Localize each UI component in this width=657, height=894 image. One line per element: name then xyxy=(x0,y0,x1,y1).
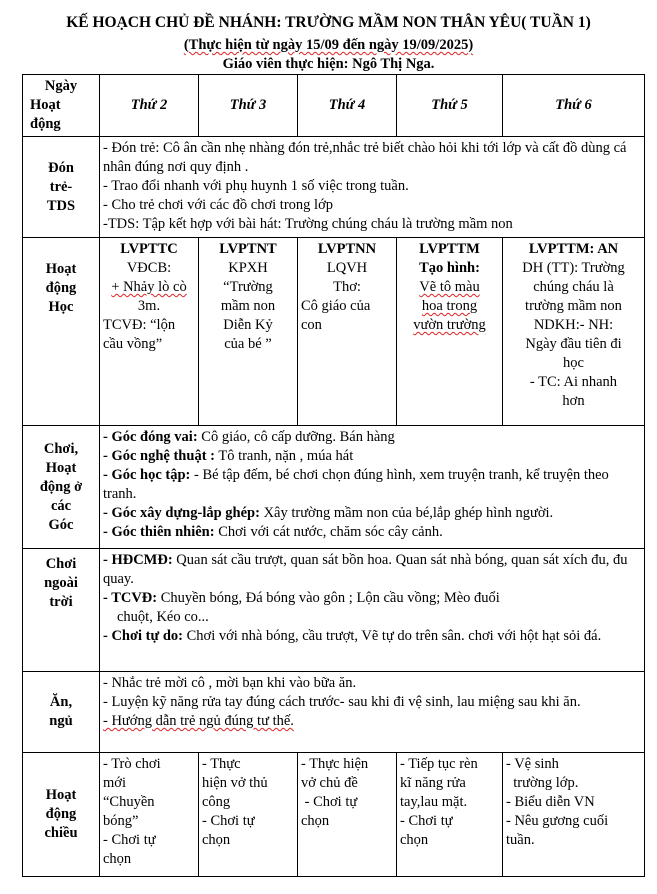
an-ngu-line-text: - Hướng dẫn trẻ ngủ đúng tư thế. xyxy=(103,713,294,729)
don-tre-line: - Đón trẻ: Cô ân cần nhẹ nhàng đón trẻ,nhắc trẻ biết chào hỏi khi tới lớp và cất đồ dùng cá nhân đúng nơi quy định . xyxy=(103,140,627,175)
ngoai-troi-item-text: Quan sát cầu trượt, quan sát bồn hoa. Quan sát nhà bóng, quan sát xích đu, đu quay. xyxy=(103,552,628,587)
subject-line: học xyxy=(563,355,584,371)
row-choi-ngoai-troi xyxy=(23,549,645,672)
goc-item-text: Chơi với cát nước, chăm sóc cây cảnh. xyxy=(214,524,443,540)
row-hoat-dong-hoc xyxy=(23,238,645,426)
hoc-fri xyxy=(503,238,645,426)
chieu-fri xyxy=(503,753,645,877)
plan-teacher: Giáo viên thực hiện: Ngô Thị Nga. xyxy=(222,56,435,72)
row-label-don-tre xyxy=(23,137,100,238)
chieu-line: “Chuyền xyxy=(103,794,155,810)
chieu-line: mới xyxy=(103,775,126,791)
subject-line-text: hoa trong xyxy=(421,298,478,314)
row-label-hoat-dong-chieu xyxy=(23,753,100,877)
subject-line: Thơ: xyxy=(333,279,361,295)
day-header-fri: Thứ 6 xyxy=(503,75,645,137)
day-header-mon: Thứ 2 xyxy=(100,75,199,137)
subject-line: Ngày đầu tiên đi xyxy=(525,336,622,352)
an-ngu-line: - Nhắc trẻ mời cô , mời bạn khi vào bữa ăn. xyxy=(103,675,357,691)
ngoai-troi-item-text: Chuyền bóng, Đá bóng vào gôn ; Lộn cầu vồng; Mèo đuổi xyxy=(157,590,500,606)
subject-line: chúng cháu là xyxy=(533,279,614,295)
chieu-line: trường lớp. xyxy=(506,775,579,791)
subject-line: Cô giáo của xyxy=(301,298,371,314)
day-header-wed: Thứ 4 xyxy=(298,75,397,137)
subject-line xyxy=(400,316,499,335)
chieu-thu xyxy=(397,753,503,877)
label-line: Đón xyxy=(48,159,74,176)
chieu-tue xyxy=(199,753,298,877)
subject-title: LVPTNT xyxy=(219,241,277,257)
goc-item-title: - Góc học tập: xyxy=(103,467,191,483)
chieu-mon xyxy=(100,753,199,877)
subject-line: mầm non xyxy=(220,298,276,314)
chieu-line: công xyxy=(202,794,231,810)
subject-line xyxy=(400,278,499,297)
row-don-tre xyxy=(23,137,645,238)
don-tre-content xyxy=(100,137,645,238)
subject-line xyxy=(400,297,499,316)
goc-item xyxy=(103,466,641,504)
row-an-ngu xyxy=(23,672,645,753)
chieu-line: - Tiếp tục rèn xyxy=(400,756,478,772)
chieu-line: - Thực xyxy=(202,756,241,772)
goc-item xyxy=(103,523,641,542)
subject-line: của bé ” xyxy=(224,336,272,352)
chieu-line: chọn xyxy=(202,832,231,848)
goc-item-title: - Góc nghệ thuật : xyxy=(103,448,215,464)
an-ngu-content xyxy=(100,672,645,753)
chieu-line: chọn xyxy=(301,813,330,829)
chieu-line: chọn xyxy=(103,851,132,867)
chieu-line: - Chơi tự xyxy=(202,813,255,829)
day-header-thu: Thứ 5 xyxy=(397,75,503,137)
goc-item xyxy=(103,504,641,523)
goc-item xyxy=(103,447,641,466)
label-line: Hoạt xyxy=(45,787,77,803)
hoc-thu xyxy=(397,238,503,426)
day-header-tue: Thứ 3 xyxy=(199,75,298,137)
subject-line: DH (TT): Trường xyxy=(522,260,625,276)
plan-title: KẾ HOẠCH CHỦ ĐỀ NHÁNH: TRƯỜNG MẦM NON THÂN YÊU( TUẦN 1) xyxy=(66,14,591,31)
label-line: động ở xyxy=(39,478,83,495)
plan-period xyxy=(0,36,657,54)
goc-item-title: - Góc đóng vai: xyxy=(103,429,198,445)
ngoai-troi-item xyxy=(103,608,641,627)
an-ngu-line xyxy=(103,712,641,731)
subject-title: LVPTTM: AN xyxy=(528,241,619,257)
plan-period-text: (Thực hiện từ ngày 15/09 đến ngày 19/09/2025) xyxy=(183,37,474,53)
subject-line: LQVH xyxy=(326,260,368,276)
table-header-row xyxy=(23,75,645,137)
subject-title: LVPTNN xyxy=(317,241,377,257)
chieu-line: - Thực hiện xyxy=(301,756,369,772)
goc-item-title: - Góc xây dựng-lắp ghép: xyxy=(103,505,260,521)
chieu-line: tuần. xyxy=(506,832,535,848)
chieu-line: tay,lau mặt. xyxy=(400,794,468,810)
chieu-line: - Chơi tự xyxy=(400,813,453,829)
chieu-line: hiện vở thủ xyxy=(202,775,268,791)
chieu-line: kĩ năng rửa xyxy=(400,775,466,791)
subject-line: Diễn Kỷ xyxy=(223,317,273,333)
ngoai-troi-item xyxy=(103,589,641,608)
hoc-tue xyxy=(199,238,298,426)
row-label-an-ngu xyxy=(23,672,100,753)
subject-line: TCVĐ: “lộn xyxy=(103,317,176,333)
label-line: Ăn, xyxy=(49,694,73,710)
chieu-line: vở chủ đề xyxy=(301,775,358,791)
chieu-line: - Biểu diễn VN xyxy=(506,794,595,810)
row-choi-goc xyxy=(23,426,645,549)
subject-line: cầu vồng” xyxy=(103,336,163,352)
goc-item-title: - Góc thiên nhiên: xyxy=(103,524,215,540)
label-line: Hoạt xyxy=(45,261,77,277)
chieu-line: - Chơi tự xyxy=(301,794,358,810)
subject-title: LVPTTM xyxy=(419,241,480,257)
subject-line-text: vườn trường xyxy=(413,317,486,333)
label-line: động xyxy=(45,806,77,822)
label-line: Chơi xyxy=(45,556,77,572)
subject-line: NDKH:- NH: xyxy=(533,317,614,333)
don-tre-line: -TDS: Tập kết hợp với bài hát: Trường chúng cháu là trường mầm non xyxy=(103,216,513,232)
label-line: chiều xyxy=(44,825,78,841)
subject-line: hơn xyxy=(562,393,585,409)
label-line: các xyxy=(50,497,72,514)
chieu-line: - Chơi tự xyxy=(103,832,156,848)
subject-line: con xyxy=(301,317,322,333)
goc-item-text: Cô giáo, cô cấp dưỡng. Bán hàng xyxy=(197,429,395,445)
subject-line: “Trường xyxy=(223,279,273,295)
label-line: ngủ xyxy=(49,713,73,729)
goc-item-text: Xây trường mầm non của bé,lắp ghép hình người. xyxy=(259,505,554,521)
subject-line: 3m. xyxy=(137,298,161,314)
don-tre-line: - Trao đổi nhanh với phụ huynh 1 số việc trong tuần. xyxy=(103,178,409,194)
label-line: trẻ- xyxy=(49,178,73,195)
label-line: Chơi, xyxy=(43,440,79,457)
an-ngu-line: - Luyện kỹ năng rửa tay đúng cách trước- sau khi đi vệ sinh, lau miệng sau khi ăn. xyxy=(103,694,581,710)
row-label-choi-ngoai-troi xyxy=(23,549,100,672)
row-label-hoat-dong-hoc xyxy=(23,238,100,426)
chieu-line: - Nêu gương cuối xyxy=(506,813,609,829)
label-line: ngoài xyxy=(44,575,78,591)
goc-item-text: Tô tranh, nặn , múa hát xyxy=(214,448,354,464)
subject-line: trường mầm non xyxy=(525,298,622,314)
choi-goc-content xyxy=(100,426,645,549)
row-label-choi-goc xyxy=(23,426,100,549)
chieu-line: - Trò chơi xyxy=(103,756,161,772)
don-tre-line: - Cho trẻ chơi với các đồ chơi trong lớp xyxy=(103,197,333,213)
goc-item xyxy=(103,428,641,447)
ngoai-troi-item-text: Chơi với nhà bóng, cầu trượt, Vẽ tự do trên sân. chơi với hột hạt sỏi đá. xyxy=(182,628,602,644)
subject-subtitle: Tạo hình: xyxy=(419,260,480,276)
choi-ngoai-troi-content xyxy=(100,549,645,672)
chieu-wed xyxy=(298,753,397,877)
chieu-line: - Vệ sinh xyxy=(506,756,559,772)
chieu-line: bóng” xyxy=(103,813,139,829)
label-line: Hoạt xyxy=(45,459,77,476)
subject-line: VĐCB: xyxy=(126,260,172,276)
label-line: trời xyxy=(49,594,73,610)
row-hoat-dong-chieu xyxy=(23,753,645,877)
ngoai-troi-item xyxy=(103,627,641,646)
goc-item-text: - Bé tập đếm, bé chơi chọn đúng hình, xem truyện tranh, kể truyện theo tranh. xyxy=(103,467,609,502)
subject-line xyxy=(103,278,195,297)
weekly-plan-table xyxy=(22,74,645,877)
corner-line: Hoạt xyxy=(30,97,61,113)
label-line: TDS xyxy=(46,197,76,214)
subject-line: - TC: Ai nhanh xyxy=(529,374,618,390)
subject-title: LVPTTC xyxy=(120,241,178,257)
chieu-line: chọn xyxy=(400,832,429,848)
label-line: động xyxy=(45,280,77,296)
corner-line: Ngày xyxy=(44,78,78,94)
corner-cell xyxy=(23,75,100,137)
corner-line: động xyxy=(30,116,61,132)
subject-line-text: + Nhảy lò cò xyxy=(111,279,187,295)
ngoai-troi-item xyxy=(103,551,641,589)
label-line: Học xyxy=(48,299,74,315)
label-line: Góc xyxy=(48,516,74,533)
ngoai-troi-item-title: - HĐCMĐ: xyxy=(103,552,173,568)
subject-line-text: Vẽ tô màu xyxy=(419,279,480,295)
hoc-wed xyxy=(298,238,397,426)
subject-line: KPXH xyxy=(228,260,268,276)
ngoai-troi-item-title: - Chơi tự do: xyxy=(103,628,183,644)
hoc-mon xyxy=(100,238,199,426)
ngoai-troi-item-title: - TCVĐ: xyxy=(103,590,158,606)
ngoai-troi-item-text: chuột, Kéo co... xyxy=(117,609,209,625)
